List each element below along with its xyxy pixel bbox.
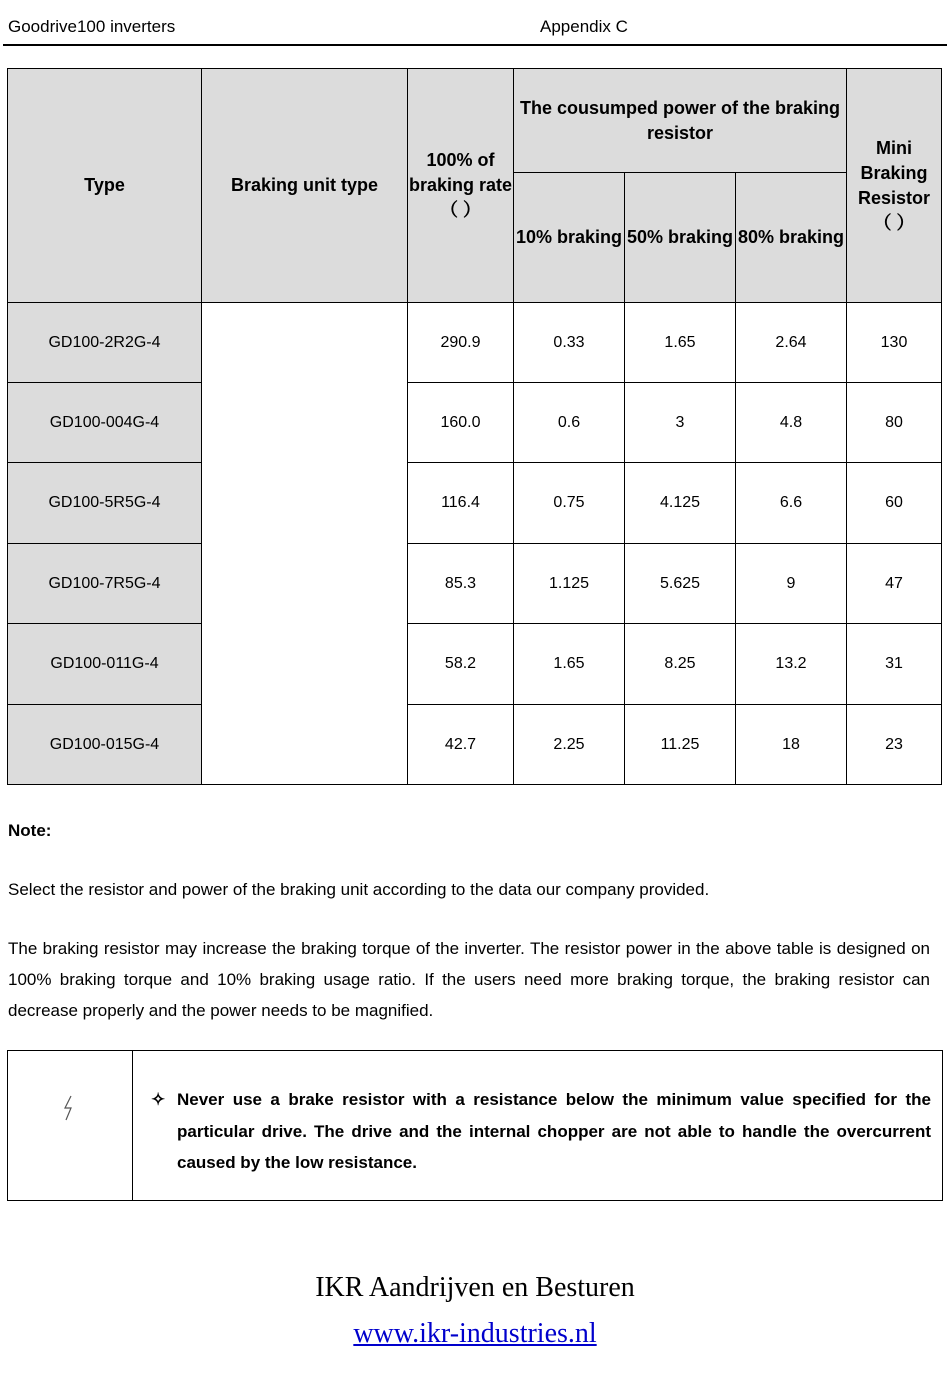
cell-rate: 58.2	[408, 624, 514, 705]
table-header-row	[8, 69, 942, 173]
table-row	[8, 624, 942, 705]
min-resistor-line-2: Braking	[860, 162, 928, 183]
cell-min-resistor: 31	[847, 624, 942, 705]
cell-rate: 116.4	[408, 463, 514, 544]
footer-company-name: IKR Aandrijven en Besturen	[315, 1272, 635, 1303]
cell-p50: 8.25	[625, 624, 736, 705]
cell-p50: 4.125	[625, 463, 736, 544]
cell-p10: 0.33	[514, 303, 625, 383]
col-header-10-braking: 10% braking	[514, 173, 625, 303]
cell-p10: 0.6	[514, 383, 625, 463]
cell-min-resistor: 80	[847, 383, 942, 463]
header-document-title: Goodrive100 inverters	[8, 17, 176, 36]
cell-type: GD100-7R5G-4	[8, 544, 202, 624]
cell-p50: 11.25	[625, 705, 736, 785]
warning-box	[7, 1050, 943, 1201]
cell-p10: 1.125	[514, 544, 625, 624]
col-header-min-resistor	[847, 69, 942, 303]
warning-message	[151, 1084, 931, 1179]
min-resistor-line-1: Mini	[876, 137, 912, 158]
table-row	[8, 303, 942, 383]
min-resistor-line-3: Resistor	[857, 187, 931, 208]
table-row	[8, 463, 942, 544]
warning-icon-cell	[8, 1051, 133, 1200]
note-paragraph-2: The braking resistor may increase the braking torque of the inverter. The resistor power in the above table is designed on 100% braking torque and 10% braking usage ratio. If the users need more braking torque, the braking resistor can decrease properly and the power needs to be magnified.	[8, 939, 930, 1020]
col-header-consumed-power: The cousumped power of the braking resistor	[514, 69, 847, 173]
cell-p10: 2.25	[514, 705, 625, 785]
cell-p80: 6.6	[736, 463, 847, 544]
cell-min-resistor: 130	[847, 303, 942, 383]
cell-min-resistor: 60	[847, 463, 942, 544]
col-header-50-braking: 50% braking	[625, 173, 736, 303]
cell-rate: 85.3	[408, 544, 514, 624]
table-row	[8, 705, 942, 785]
cell-p50: 1.65	[625, 303, 736, 383]
header-divider	[3, 44, 947, 46]
cell-p80: 9	[736, 544, 847, 624]
footer-website	[0, 1318, 950, 1350]
cell-min-resistor: 47	[847, 544, 942, 624]
cell-rate: 290.9	[408, 303, 514, 383]
cell-type: GD100-011G-4	[8, 624, 202, 705]
table-row	[8, 383, 942, 463]
warning-text: Never use a brake resistor with a resistance below the minimum value specified for the particular drive. The drive and the internal chopper are not able to handle the overcurrent caused by the low resistance.	[177, 1090, 931, 1172]
col-header-braking-unit-type: Braking unit type	[202, 69, 408, 303]
cell-rate: 42.7	[408, 705, 514, 785]
col-header-80-braking: 80% braking	[736, 173, 847, 303]
bullet-diamond-icon: ✧	[151, 1090, 166, 1109]
cell-rate: 160.0	[408, 383, 514, 463]
col-header-type: Type	[8, 69, 202, 303]
cell-min-resistor: 23	[847, 705, 942, 785]
col-header-braking-rate: 100% of braking rate（ ）	[408, 69, 514, 303]
note-paragraph-1: Select the resistor and power of the braking unit according to the data our company provided.	[8, 880, 710, 899]
cell-type: GD100-5R5G-4	[8, 463, 202, 544]
cell-p80: 18	[736, 705, 847, 785]
note-heading: Note:	[8, 821, 52, 840]
cell-p50: 5.625	[625, 544, 736, 624]
cell-p10: 0.75	[514, 463, 625, 544]
cell-type: GD100-015G-4	[8, 705, 202, 785]
cell-type: GD100-2R2G-4	[8, 303, 202, 383]
website-link[interactable]: www.ikr-industries.nl	[353, 1318, 597, 1349]
cell-p80: 13.2	[736, 624, 847, 705]
cell-p10: 1.65	[514, 624, 625, 705]
cell-p80: 4.8	[736, 383, 847, 463]
cell-p80: 2.64	[736, 303, 847, 383]
min-resistor-line-4: （ ）	[873, 212, 915, 233]
braking-resistor-table	[7, 68, 942, 785]
cell-braking-unit-type	[202, 303, 408, 785]
cell-p50: 3	[625, 383, 736, 463]
cell-type: GD100-004G-4	[8, 383, 202, 463]
electric-hazard-icon	[62, 1095, 76, 1121]
table-row	[8, 544, 942, 624]
header-section-title: Appendix C	[540, 17, 628, 36]
